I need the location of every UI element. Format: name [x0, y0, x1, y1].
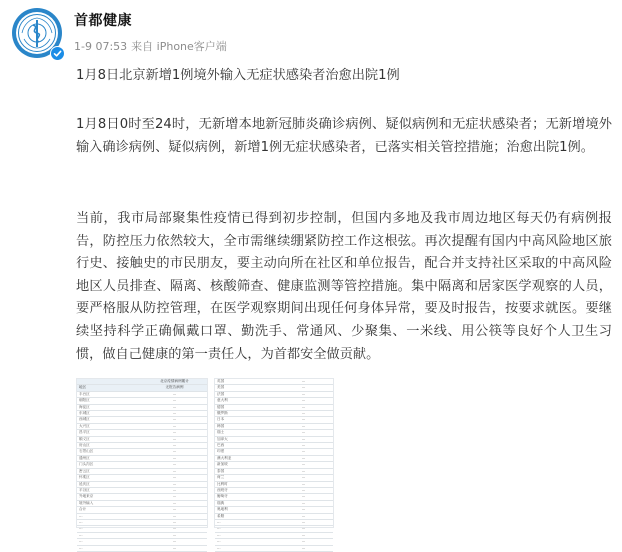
post-meta — [74, 40, 231, 54]
table-cell-label: 西城区 — [77, 417, 142, 423]
stats-table — [215, 379, 333, 552]
table-cell-label: 英国 — [215, 379, 274, 385]
table-cell-label: 美国 — [215, 385, 274, 391]
table-cell-label: … — [77, 526, 142, 532]
table-cell-label: … — [77, 513, 142, 519]
table-cell-label: 荷兰 — [215, 475, 274, 481]
table-cell-value: … — [274, 430, 333, 436]
table-cell-label: … — [215, 539, 274, 545]
table-cell-label: 韩国 — [215, 423, 274, 429]
table-cell-value: … — [142, 462, 207, 468]
table-cell-label: 石景山区 — [77, 449, 142, 455]
table-cell-value: … — [142, 398, 207, 404]
table-cell-label: 瑞典 — [215, 500, 274, 506]
image-thumbnail[interactable] — [214, 378, 334, 550]
post-time[interactable]: 1-9 07:53 — [74, 40, 128, 53]
table-cell-value: … — [274, 417, 333, 423]
table-cell-label: … — [77, 545, 142, 551]
table-cell-value: … — [142, 481, 207, 487]
table-cell-value: … — [274, 379, 333, 385]
image-thumbnail[interactable] — [76, 378, 208, 550]
table-cell-value: … — [274, 475, 333, 481]
table-cell-value: … — [142, 494, 207, 500]
table-cell-label: 门头沟区 — [77, 462, 142, 468]
table-cell-label: … — [215, 532, 274, 538]
table-cell-value: … — [142, 513, 207, 519]
table-cell-value: … — [274, 436, 333, 442]
table-cell-value: … — [274, 481, 333, 487]
table-cell-label: 房山区 — [77, 443, 142, 449]
table-cell-value: … — [142, 411, 207, 417]
table-cell-value: … — [142, 545, 207, 551]
table-cell-value: … — [274, 385, 333, 391]
table-cell-label: 巴西 — [215, 443, 274, 449]
stats-table — [77, 379, 207, 552]
table-cell-value: … — [142, 391, 207, 397]
table-cell-label: 俄罗斯 — [215, 411, 274, 417]
table-cell-value: … — [142, 430, 207, 436]
post-paragraph: 1月8日0时至24时，无新增本地新冠肺炎确诊病例、疑似病例和无症状感染者；无新增境外输入确诊病例、疑似病例，新增1例无症状感染者，已落实相关管控措施；治愈出院1例。 — [76, 117, 612, 155]
table-cell-value: … — [142, 519, 207, 525]
post-source: 来自 iPhone客户端 — [131, 40, 227, 53]
table-cell-value: … — [274, 519, 333, 525]
table-cell-label: 地区 — [77, 385, 142, 391]
table-cell-value: … — [142, 417, 207, 423]
table-cell-value: … — [142, 455, 207, 461]
table-cell-value: … — [274, 404, 333, 410]
table-cell-label: 境外输入 — [77, 500, 142, 506]
table-cell-value: … — [274, 449, 333, 455]
table-cell-value: … — [274, 539, 333, 545]
table-cell-label: 顺义区 — [77, 436, 142, 442]
table-cell-label: … — [215, 526, 274, 532]
table-cell-value: … — [274, 532, 333, 538]
table-cell-value: … — [142, 436, 207, 442]
table-cell-label: 西班牙 — [215, 487, 274, 493]
table-cell-label: 密云区 — [77, 468, 142, 474]
table-cell-value: … — [142, 449, 207, 455]
table-cell-label: 昌平区 — [77, 430, 142, 436]
table-cell-value: … — [142, 475, 207, 481]
table-cell-label: 瑞士 — [215, 430, 274, 436]
table-cell-value: … — [142, 539, 207, 545]
table-cell-value: 无报告病例 — [142, 385, 207, 391]
table-cell-value: … — [274, 455, 333, 461]
table-cell-label: 大兴区 — [77, 423, 142, 429]
table-cell-label: … — [215, 519, 274, 525]
table-cell-value: … — [142, 500, 207, 506]
table-cell-label: 奥地利 — [215, 507, 274, 513]
table-cell-value: … — [142, 443, 207, 449]
table-cell-value: … — [142, 507, 207, 513]
table-cell-label: … — [77, 519, 142, 525]
table-cell-label: 德国 — [215, 404, 274, 410]
table-cell-label: 希腊 — [215, 513, 274, 519]
verified-badge-icon — [50, 46, 65, 61]
table-cell-value: … — [274, 494, 333, 500]
table-cell-label: 泰国 — [215, 468, 274, 474]
table-cell-value: … — [274, 526, 333, 532]
table-row — [215, 545, 333, 551]
table-cell-value: … — [274, 398, 333, 404]
table-cell-value: 北京疫情病例累计 — [142, 379, 207, 385]
table-cell-value: … — [142, 468, 207, 474]
table-cell-value: … — [142, 526, 207, 532]
table-cell-label: 日本 — [215, 417, 274, 423]
table-cell-value: … — [274, 487, 333, 493]
table-cell-label: 新加坡 — [215, 462, 274, 468]
author-name[interactable]: 首都健康 — [74, 13, 132, 29]
table-cell-value: … — [274, 500, 333, 506]
table-cell-value: … — [142, 423, 207, 429]
table-cell-label: … — [77, 532, 142, 538]
table-cell-label: 海淀区 — [77, 404, 142, 410]
table-cell-label: 平谷区 — [77, 487, 142, 493]
table-cell-label: 印度 — [215, 449, 274, 455]
table-cell-label: 丰台区 — [77, 391, 142, 397]
table-cell-label: 东城区 — [77, 411, 142, 417]
table-row — [77, 545, 207, 551]
table-cell-label: 通州区 — [77, 455, 142, 461]
table-cell-label: … — [77, 539, 142, 545]
table-cell-label: 朝阳区 — [77, 398, 142, 404]
table-cell-value: … — [142, 487, 207, 493]
table-cell-value: … — [274, 545, 333, 551]
table-cell-label: … — [215, 545, 274, 551]
table-cell-label: 合计 — [77, 507, 142, 513]
table-cell-value: … — [142, 532, 207, 538]
table-cell-label: 延庆区 — [77, 481, 142, 487]
table-cell-value: … — [274, 468, 333, 474]
table-cell-label: 加拿大 — [215, 436, 274, 442]
table-cell-value: … — [274, 391, 333, 397]
table-cell-label: 比利时 — [215, 481, 274, 487]
table-cell-label: 怀柔区 — [77, 475, 142, 481]
table-cell-value: … — [274, 513, 333, 519]
table-cell-label: 意大利 — [215, 398, 274, 404]
table-cell-value: … — [142, 404, 207, 410]
table-cell-label: 外地来京 — [77, 494, 142, 500]
table-cell-value: … — [274, 423, 333, 429]
table-cell-value: … — [274, 443, 333, 449]
table-cell-label: 葡萄牙 — [215, 494, 274, 500]
table-cell-label: 法国 — [215, 391, 274, 397]
post-headline: 1月8日北京新增1例境外输入无症状感染者治愈出院1例 — [76, 68, 400, 83]
table-cell-label: 澳大利亚 — [215, 455, 274, 461]
table-cell-value: … — [274, 411, 333, 417]
table-cell-value: … — [274, 462, 333, 468]
post-paragraph: 当前，我市局部聚集性疫情已得到初步控制，但国内多地及我市周边地区每天仍有病例报告，防控压力依然较大，全市需继续绷紧防控工作这根弦。再次提醒有国内中高风险地区旅行史、接触史的市民朋友，要主动向所在社区和单位报告，配合并支持社区采取的中高风险地区人员排查、隔离、核酸筛查、健康监测等管控措施。集中隔离和居家医学观察的人员，要严格服从防控管理，在医学观察期间出现任何身体异常，要及时报告，按要求就医。要继续坚持科学正确佩戴口罩、勤洗手、常通风、少聚集、一米线、用公筷等良好个人卫生习惯，做自己健康的第一责任人，为首都安全做贡献。 — [76, 211, 612, 362]
table-cell-value: … — [274, 507, 333, 513]
